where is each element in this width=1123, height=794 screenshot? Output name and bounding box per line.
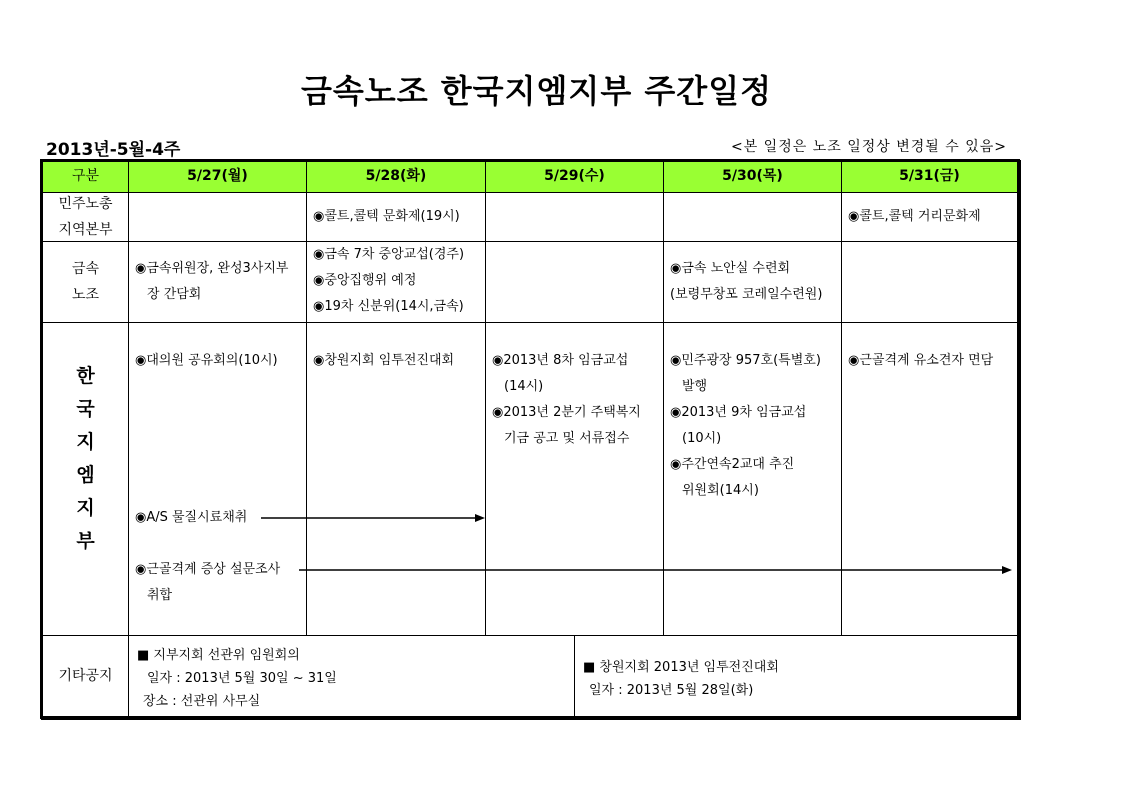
kctu-thu: [664, 193, 842, 241]
gmk-thu: [664, 323, 842, 635]
header-category: 구분: [43, 162, 129, 192]
as-sampling-item: ◉A/S 물질시료채취: [135, 510, 248, 525]
gmk-wed-item-2: ◉2013년 2분기 주택복지: [492, 405, 641, 420]
gmk-thu-item-3-cont: 위원회(14시): [682, 483, 759, 498]
kmwu-label: 금속 노조: [43, 242, 129, 322]
gmk-wed-item-1-cont: (14시): [504, 379, 544, 394]
gmk-wed: [486, 323, 664, 635]
header-fri: 5/31(금): [842, 162, 1017, 192]
kmwu-tue: [307, 242, 486, 322]
misc-left-place: 장소 : 선관위 사무실: [143, 694, 261, 709]
gmk-thu-item-2-cont: (10시): [682, 431, 722, 446]
kmwu-tue-item-1: ◉금속 7차 중앙교섭(경주): [313, 247, 465, 262]
gmk-thu-item-1-cont: 발행: [682, 379, 708, 394]
header-mon: 5/27(월): [129, 162, 307, 192]
kmwu-thu-item: ◉금속 노안실 수련회: [670, 261, 791, 276]
kmwu-thu: [664, 242, 842, 322]
msd-survey-item-cont: 취합: [147, 588, 173, 603]
msd-survey-arrow: [299, 564, 1013, 576]
gmk-fri-item: ◉근골격계 유소견자 면담: [848, 353, 994, 368]
gmk-tue: [307, 323, 486, 635]
header-wed: 5/29(수): [486, 162, 664, 192]
kctu-label: 민주노총 지역본부: [43, 193, 129, 241]
misc-right-title: ■ 창원지회 2013년 임투전진대회: [583, 660, 779, 675]
kmwu-tue-item-3: ◉19차 신분위(14시,금속): [313, 299, 464, 314]
gmk-mon-item: ◉대의원 공유회의(10시): [135, 353, 278, 368]
gmk-fri: [842, 323, 1017, 635]
misc-right-date: 일자 : 2013년 5월 28일(화): [589, 683, 754, 698]
week-label: 2013년-5월-4주: [46, 140, 181, 160]
misc-left-title: ■ 지부지회 선관위 임원회의: [137, 648, 300, 663]
kctu-tue: [307, 193, 486, 241]
kmwu-fri: [842, 242, 1017, 322]
kmwu-tue-item-2: ◉중앙집행위 예정: [313, 273, 417, 288]
header-row: [43, 162, 1017, 193]
kctu-wed: [486, 193, 664, 241]
kmwu-mon-item-cont: 장 간담회: [147, 287, 202, 302]
misc-row: [43, 636, 1017, 716]
gmk-label: 한 국 지 엠 지 부: [43, 323, 129, 635]
misc-right: [575, 636, 1017, 716]
kctu-fri-item: ◉콜트,콜텍 거리문화제: [848, 209, 981, 224]
gmk-thu-item-2: ◉2013년 9차 임금교섭: [670, 405, 807, 420]
page-title: 금속노조 한국지엠지부 주간일정: [300, 72, 773, 110]
kctu-row: [43, 193, 1017, 242]
header-tue: 5/28(화): [307, 162, 486, 192]
gmk-wed-item-2-cont: 기금 공고 및 서류접수: [504, 431, 630, 446]
kmwu-thu-item-cont: (보령무창포 코레일수련원): [670, 287, 823, 302]
kmwu-wed: [486, 242, 664, 322]
kctu-fri: [842, 193, 1017, 241]
gmk-thu-item-1: ◉민주광장 957호(특별호): [670, 353, 821, 368]
change-notice: <본 일정은 노조 일정상 변경될 수 있음>: [730, 139, 1007, 155]
schedule-table: [40, 159, 1020, 719]
kctu-mon: [129, 193, 307, 241]
kmwu-row: [43, 242, 1017, 323]
msd-survey-item: ◉근골격계 증상 설문조사: [135, 562, 281, 577]
header-thu: 5/30(목): [664, 162, 842, 192]
as-sampling-arrow: [261, 512, 486, 524]
kmwu-mon-item: ◉금속위원장, 완성3사지부: [135, 261, 289, 276]
gmk-tue-item: ◉창원지회 임투전진대회: [313, 353, 455, 368]
gmk-thu-item-3: ◉주간연속2교대 추진: [670, 457, 795, 472]
gmk-wed-item-1: ◉2013년 8차 임금교섭: [492, 353, 629, 368]
gmk-row: [43, 323, 1017, 636]
misc-left: [129, 636, 575, 716]
kmwu-mon: [129, 242, 307, 322]
kctu-tue-item: ◉콜트,콜텍 문화제(19시): [313, 209, 460, 224]
misc-left-date: 일자 : 2013년 5월 30일 ~ 31일: [147, 671, 337, 686]
misc-label: 기타공지: [43, 636, 129, 716]
